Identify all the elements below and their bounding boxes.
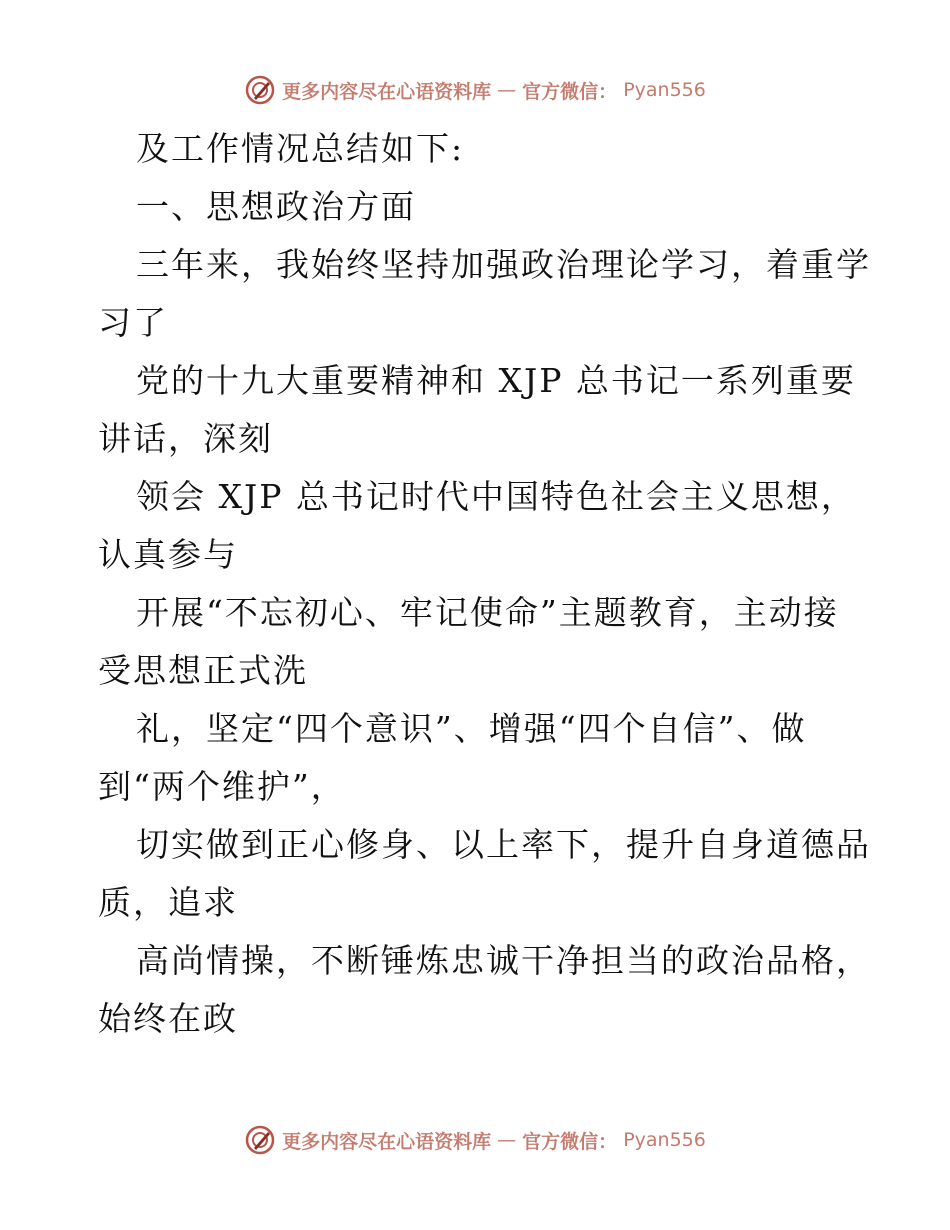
footer-watermark [0, 1120, 950, 1160]
watermark-brand: 更多内容尽在心语资料库 [282, 80, 492, 103]
text-line: 礼，坚定“四个意识”、增强“四个自信”、做 [136, 709, 807, 748]
text-line: 始终在政 [98, 999, 238, 1038]
watermark-brand: 更多内容尽在心语资料库 [282, 1130, 492, 1153]
text-line: 高尚情操，不断锤炼忠诚干净担当的政治品格， [136, 941, 871, 980]
text-line: 质，追求 [98, 883, 238, 922]
text-line: 及工作情况总结如下: [136, 129, 465, 168]
watermark-wechat: 官方微信： [522, 80, 618, 103]
pen-logo-icon [244, 1124, 276, 1156]
pen-logo-icon [244, 74, 276, 106]
text-line: 受思想正式洗 [98, 651, 308, 690]
text-line: 认真参与 [98, 535, 238, 574]
watermark-dash: — [497, 79, 517, 101]
text-line: 习了 [98, 303, 168, 342]
watermark-dash: — [497, 1129, 517, 1151]
text-line: 到“两个维护”， [98, 767, 346, 806]
document-body [98, 120, 871, 1048]
text-line: 开展“不忘初心、牢记使命”主题教育，主动接 [136, 593, 839, 632]
watermark-account: Pyan556 [623, 1129, 706, 1151]
text-line: 讲话，深刻 [98, 419, 273, 458]
watermark-account: Pyan556 [623, 79, 706, 101]
text-line: 党的十九大重要精神和 XJP 总书记一系列重要 [136, 361, 856, 400]
text-line: 领会 XJP 总书记时代中国特色社会主义思想， [136, 477, 856, 516]
text-line: 三年来，我始终坚持加强政治理论学习，着重学 [136, 245, 871, 284]
section-heading: 一、思想政治方面 [136, 187, 416, 226]
text-line: 切实做到正心修身、以上率下，提升自身道德品 [136, 825, 871, 864]
watermark-wechat: 官方微信： [522, 1130, 618, 1153]
header-watermark [0, 70, 950, 110]
